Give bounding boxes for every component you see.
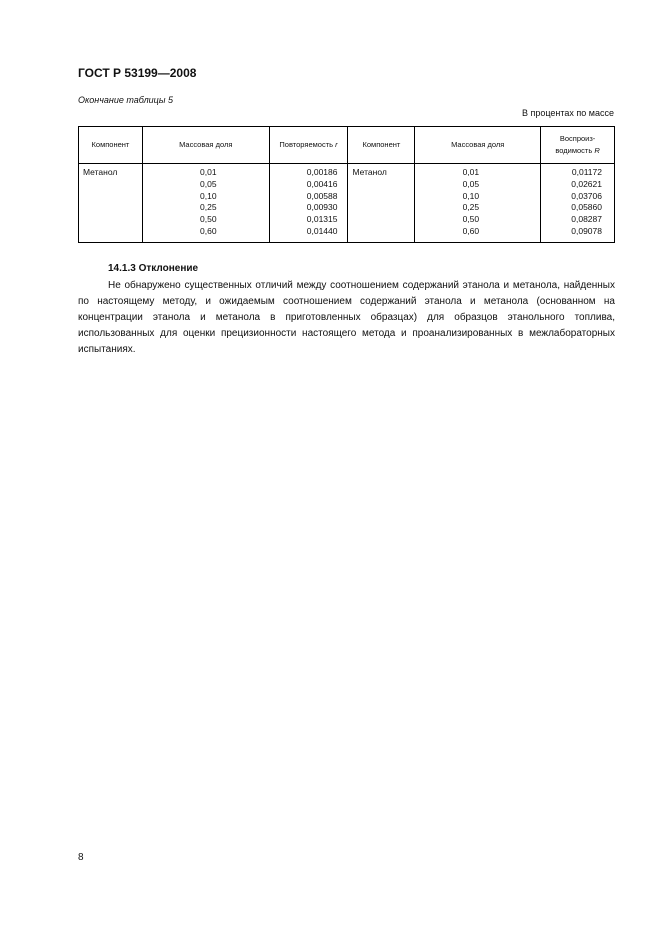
table-row (79, 164, 615, 243)
value-reproducibility: 0,08287 (571, 214, 602, 225)
value-mass-fraction-right: 0,01 (462, 167, 480, 177)
header-component-left: Компонент (79, 127, 143, 164)
value-repeatability: 0,01315 (306, 214, 338, 225)
header-mass-fraction-right: Массовая доля (415, 127, 541, 164)
header-reproducibility-symbol: R (594, 146, 600, 155)
value-mass-fraction-right: 0,25 (462, 202, 480, 213)
value-mass-fraction-left: 0,10 (200, 190, 217, 201)
value-repeatability: 0,01440 (306, 225, 338, 236)
value-mass-fraction-left: 0,50 (200, 214, 217, 225)
value-repeatability: 0,00930 (306, 202, 338, 213)
cell-component-right: Метанол (348, 164, 415, 243)
cell-mass-fraction-left (142, 164, 269, 243)
value-reproducibility: 0,01172 (571, 167, 602, 177)
page-number: 8 (78, 852, 84, 863)
cell-repeatability (269, 164, 348, 243)
header-repeatability (269, 127, 348, 164)
value-mass-fraction-right: 0,60 (462, 225, 480, 236)
value-mass-fraction-right: 0,50 (462, 214, 480, 225)
table-header-row (79, 127, 615, 164)
section-paragraph: Не обнаружено существенных отличий между соотношением содержаний этанола и метанола, найденных по настоящему методу, и ожидаемым соотношением содержаний этанола и метанола (основанном на концентрации этанола и метанола в приготовленных образцах) для образцов этанольного топлива, использованных для оценки прецизионности настоящего метода и проанализированных в межлабораторных испытаниях. (78, 280, 615, 355)
cell-component-left: Метанол (79, 164, 143, 243)
section-deviation (78, 261, 615, 358)
data-table (78, 126, 615, 243)
cell-mass-fraction-right (415, 164, 541, 243)
value-mass-fraction-left: 0,01 (200, 167, 217, 177)
value-repeatability: 0,00588 (306, 190, 338, 201)
header-reproducibility (541, 127, 615, 164)
value-reproducibility: 0,02621 (571, 178, 602, 189)
header-reproducibility-line2: водимость (555, 146, 593, 155)
table-units-note: В процентах по массе (521, 108, 614, 118)
section-title: 14.1.3 Отклонение (108, 263, 199, 274)
header-component-right: Компонент (348, 127, 415, 164)
value-mass-fraction-left: 0,05 (200, 178, 217, 189)
header-repeatability-symbol: r (335, 140, 338, 149)
table-caption: Окончание таблицы 5 (78, 95, 173, 105)
cell-reproducibility (541, 164, 615, 243)
header-repeatability-label: Повторяемость (279, 140, 334, 149)
header-reproducibility-line1: Воспроиз- (559, 134, 596, 143)
value-reproducibility: 0,05860 (571, 202, 602, 213)
header-mass-fraction-left: Массовая доля (142, 127, 269, 164)
value-reproducibility: 0,09078 (571, 225, 602, 236)
value-mass-fraction-right: 0,10 (462, 190, 480, 201)
value-mass-fraction-right: 0,05 (462, 178, 480, 189)
value-mass-fraction-left: 0,25 (200, 202, 217, 213)
value-repeatability: 0,00416 (306, 178, 338, 189)
document-header: ГОСТ Р 53199—2008 (78, 66, 197, 80)
value-reproducibility: 0,03706 (571, 190, 602, 201)
value-repeatability: 0,00186 (306, 167, 338, 177)
value-mass-fraction-left: 0,60 (200, 225, 217, 236)
